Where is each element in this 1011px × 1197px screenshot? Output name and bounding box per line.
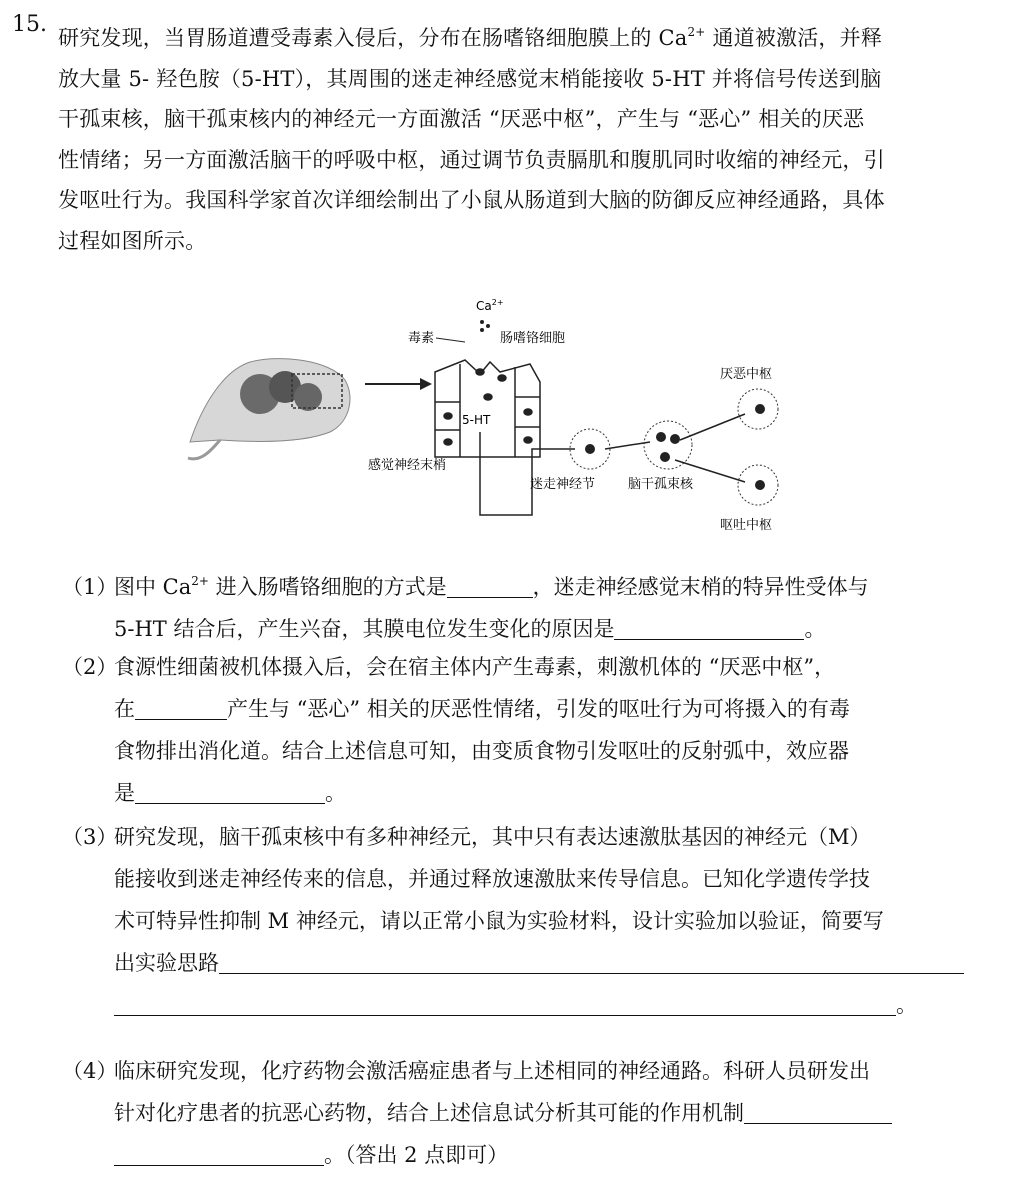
toxin-label: 毒素 bbox=[408, 331, 435, 346]
question-text: ，迷走神经感觉末梢的特异性受体与 bbox=[532, 575, 869, 599]
sub-question-first-line bbox=[62, 816, 987, 858]
sub-question-line bbox=[62, 900, 987, 942]
five-ht-label: 5-HT bbox=[462, 413, 491, 427]
question-text: 5-HT 结合后，产生兴奋，其膜电位发生变化的原因是 bbox=[114, 617, 615, 641]
sub-question-label: （1） bbox=[62, 575, 118, 599]
sub-question-first-line bbox=[62, 646, 987, 688]
question-text: 出实验思路 bbox=[114, 951, 219, 975]
sub-question-label: （3） bbox=[62, 825, 118, 849]
stem-line bbox=[58, 59, 988, 100]
sub-question-line bbox=[62, 688, 987, 730]
question-text: 研究发现，脑干孤束核中有多种神经元，其中只有表达速激肽基因的神经元（M） bbox=[114, 825, 871, 849]
stem-text: 性情绪；另一方面激活脑干的呼吸中枢，通过调节负责膈肌和腹肌同时收缩的神经元，引 bbox=[58, 147, 885, 172]
stem-text: 放大量 5- 羟色胺（5-HT），其周围的迷走神经感觉末梢能接收 5-HT 并将信号传送到脑 bbox=[58, 66, 882, 91]
nts-circle bbox=[644, 421, 692, 469]
sensory-ending-label: 感觉神经末梢 bbox=[368, 458, 447, 473]
sub-question-first-line bbox=[62, 1050, 987, 1092]
question-text: 能接收到迷走神经传来的信息，并通过释放速激肽来传导信息。已知化学遗传学技 bbox=[114, 867, 870, 891]
sub-question-first-line bbox=[62, 560, 987, 608]
sub-question-line bbox=[62, 730, 987, 772]
sub-question-line bbox=[62, 772, 987, 814]
sub-question-label: （4） bbox=[62, 1059, 118, 1083]
sub-question bbox=[62, 646, 987, 814]
stem-text: 发呕吐行为。我国科学家首次详细绘制出了小鼠从肠道到大脑的防御反应神经通路，具体 bbox=[58, 188, 885, 212]
superscript: 2+ bbox=[687, 25, 706, 39]
stem-line bbox=[58, 180, 988, 221]
aversion-center-label: 厌恶中枢 bbox=[720, 367, 773, 382]
question-number: 15. bbox=[12, 12, 47, 37]
stem-text: 通道被激活，并释 bbox=[705, 26, 883, 50]
question-text: 。 bbox=[325, 781, 346, 805]
question-text: 是 bbox=[114, 781, 135, 805]
vagal-ganglion-label: 迷走神经节 bbox=[530, 477, 596, 492]
sub-question bbox=[62, 1050, 987, 1176]
answer-blank[interactable] bbox=[744, 1097, 892, 1124]
mouse-figure bbox=[188, 359, 350, 459]
stem-line bbox=[58, 140, 988, 181]
question-text: 。 bbox=[896, 993, 917, 1017]
stem-text: 研究发现，当胃肠道遭受毒素入侵后，分布在肠嗜铬细胞膜上的 Ca bbox=[58, 26, 688, 50]
question-text: 在 bbox=[114, 697, 135, 721]
sub-question-line bbox=[62, 858, 987, 900]
sub-question-label: （2） bbox=[62, 655, 118, 679]
superscript: 2+ bbox=[191, 574, 209, 588]
answer-blank[interactable] bbox=[135, 693, 227, 720]
question-text: 食物排出消化道。结合上述信息可知，由变质食物引发呕吐的反射弧中，效应器 bbox=[114, 739, 849, 763]
sub-question-line bbox=[62, 608, 987, 650]
ca-label: $Ca^{2+}$ bbox=[476, 298, 504, 313]
sub-question bbox=[62, 560, 987, 650]
answer-blank[interactable] bbox=[219, 947, 964, 974]
sub-question-line bbox=[62, 1092, 987, 1134]
question-text: 。 bbox=[804, 617, 826, 641]
question-text: 。（答出 2 点即可） bbox=[324, 1143, 509, 1167]
answer-blank[interactable] bbox=[114, 1139, 324, 1166]
question-text: 图中 Ca bbox=[114, 575, 192, 599]
stem-line bbox=[58, 12, 988, 59]
vomit-center-label: 呕吐中枢 bbox=[720, 518, 773, 533]
sub-question-line bbox=[62, 1134, 987, 1176]
answer-blank[interactable] bbox=[614, 613, 804, 640]
ec-cell-label: 肠嗜铬细胞 bbox=[500, 331, 566, 346]
question-text: 术可特异性抑制 M 神经元，请以正常小鼠为实验材料，设计实验加以验证，简要写 bbox=[114, 909, 884, 933]
answer-blank[interactable] bbox=[135, 777, 325, 804]
question-text: 针对化疗患者的抗恶心药物，结合上述信息试分析其可能的作用机制 bbox=[114, 1101, 744, 1125]
answer-blank[interactable] bbox=[114, 989, 896, 1016]
question-text: 临床研究发现，化疗药物会激活癌症患者与上述相同的神经通路。科研人员研发出 bbox=[114, 1059, 870, 1083]
stem-line bbox=[58, 99, 988, 140]
question-text: 食源性细菌被机体摄入后，会在宿主体内产生毒素，刺激机体的 “厌恶中枢”， bbox=[114, 655, 836, 679]
sub-question bbox=[62, 816, 987, 1026]
intestinal-epithelium bbox=[435, 360, 540, 457]
stem-line bbox=[58, 221, 988, 262]
question-text: 进入肠嗜铬细胞的方式是 bbox=[208, 575, 447, 599]
nts-label: 脑干孤束核 bbox=[628, 477, 694, 492]
nerve-fiber bbox=[480, 432, 650, 515]
sub-question-line bbox=[62, 942, 987, 984]
question-text: 产生与 “恶心” 相关的厌恶性情绪，引发的呕吐行为可将摄入的有毒 bbox=[227, 697, 850, 721]
sub-question-line bbox=[62, 984, 987, 1026]
question-stem bbox=[58, 12, 988, 261]
neural-pathway-diagram bbox=[180, 292, 820, 537]
answer-blank[interactable] bbox=[447, 571, 533, 598]
stem-text: 干孤束核，脑干孤束核内的神经元一方面激活 “厌恶中枢”，产生与 “恶心” 相关的厌恶 bbox=[58, 107, 865, 131]
stem-text: 过程如图所示。 bbox=[58, 228, 207, 253]
